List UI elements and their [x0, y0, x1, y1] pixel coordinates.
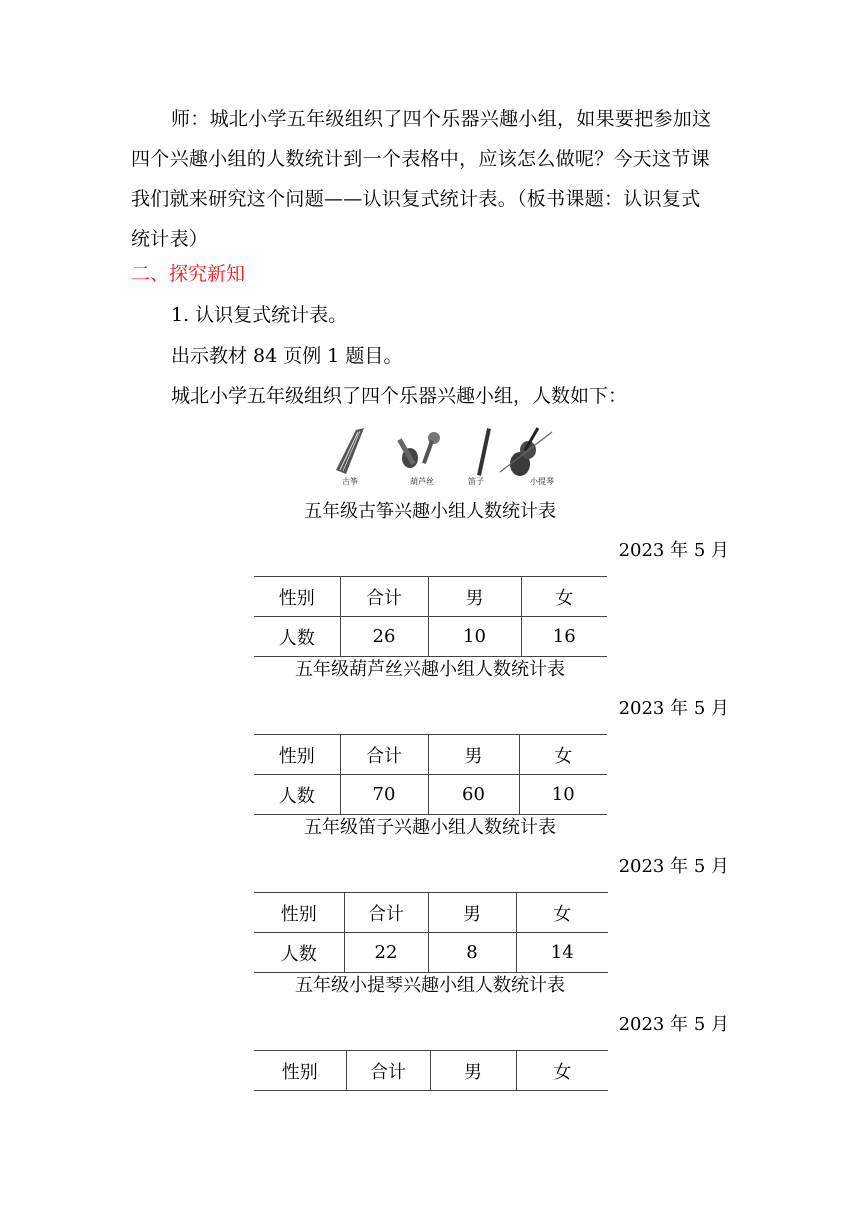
value-cell: 10: [428, 617, 521, 657]
step-line-2: 出示教材 84 页例 1 题目。: [171, 345, 403, 367]
row-label-cell: 人数: [254, 933, 344, 973]
table-date-hulusi: 2023 年 5 月: [618, 698, 729, 719]
value-cell: 14: [516, 933, 608, 973]
value-cell: 22: [344, 933, 428, 973]
header-cell: 合计: [340, 577, 428, 617]
header-cell: 男: [428, 577, 521, 617]
table-violin: [254, 1050, 608, 1091]
table-dizi: [254, 892, 608, 973]
header-cell: 女: [521, 577, 607, 617]
header-cell: 男: [428, 893, 516, 933]
instrument-label-dizi: 笛子: [468, 477, 484, 486]
table-title-violin: 五年级小提琴兴趣小组人数统计表: [295, 975, 565, 996]
header-cell: 性别: [254, 735, 340, 775]
dizi-image: [468, 428, 491, 486]
table-date-violin: 2023 年 5 月: [618, 1014, 729, 1035]
value-cell: 16: [521, 617, 607, 657]
header-cell: 女: [516, 893, 608, 933]
intro-line-4: 统计表）: [131, 228, 209, 250]
table-header-row: [254, 893, 608, 933]
instruments-illustration: [330, 422, 560, 486]
header-cell: 女: [519, 735, 607, 775]
instrument-label-hulusi: 葫芦丝: [410, 477, 434, 486]
guzheng-image: [336, 428, 364, 486]
intro-line-1: 师：城北小学五年级组织了四个乐器兴趣小组，如果要把参加这: [171, 108, 712, 130]
intro-line-2: 四个兴趣小组的人数统计到一个表格中，应该怎么做呢？今天这节课: [131, 148, 711, 170]
value-cell: 10: [519, 775, 607, 815]
table-header-row: [254, 735, 607, 775]
intro-paragraph: [131, 99, 731, 259]
instrument-label-guzheng: 古筝: [342, 477, 358, 486]
table-title-hulusi: 五年级葫芦丝兴趣小组人数统计表: [295, 659, 565, 680]
value-cell: 26: [340, 617, 428, 657]
value-cell: 60: [428, 775, 519, 815]
header-cell: 性别: [254, 893, 344, 933]
section-heading: 二、探究新知: [131, 263, 246, 285]
header-cell: 性别: [254, 1051, 346, 1091]
row-label-cell: 人数: [254, 775, 340, 815]
row-label-cell: 人数: [254, 617, 340, 657]
step-line-3: 城北小学五年级组织了四个乐器兴趣小组，人数如下：: [171, 385, 628, 407]
table-guzheng: [254, 576, 607, 657]
intro-line-3: 我们就来研究这个问题——认识复式统计表。（板书课题：认识复式: [131, 188, 701, 210]
table-title-dizi: 五年级笛子兴趣小组人数统计表: [304, 817, 556, 838]
table-hulusi: [254, 734, 607, 815]
header-cell: 合计: [346, 1051, 430, 1091]
table-header-row: [254, 577, 607, 617]
value-cell: 70: [340, 775, 428, 815]
table-date-guzheng: 2023 年 5 月: [618, 540, 729, 561]
header-cell: 性别: [254, 577, 340, 617]
value-cell: 8: [428, 933, 516, 973]
header-cell: 男: [430, 1051, 516, 1091]
instrument-label-violin: 小提琴: [530, 477, 554, 486]
hulusi-image: [397, 432, 440, 486]
header-cell: 男: [428, 735, 519, 775]
table-row: [254, 617, 607, 657]
table-header-row: [254, 1051, 608, 1091]
table-row: [254, 775, 607, 815]
violin-image: [500, 427, 554, 486]
table-row: [254, 933, 608, 973]
table-title-guzheng: 五年级古筝兴趣小组人数统计表: [304, 501, 556, 522]
header-cell: 女: [516, 1051, 608, 1091]
header-cell: 合计: [344, 893, 428, 933]
table-date-dizi: 2023 年 5 月: [618, 856, 729, 877]
step-line-1: 1. 认识复式统计表。: [171, 304, 348, 326]
header-cell: 合计: [340, 735, 428, 775]
